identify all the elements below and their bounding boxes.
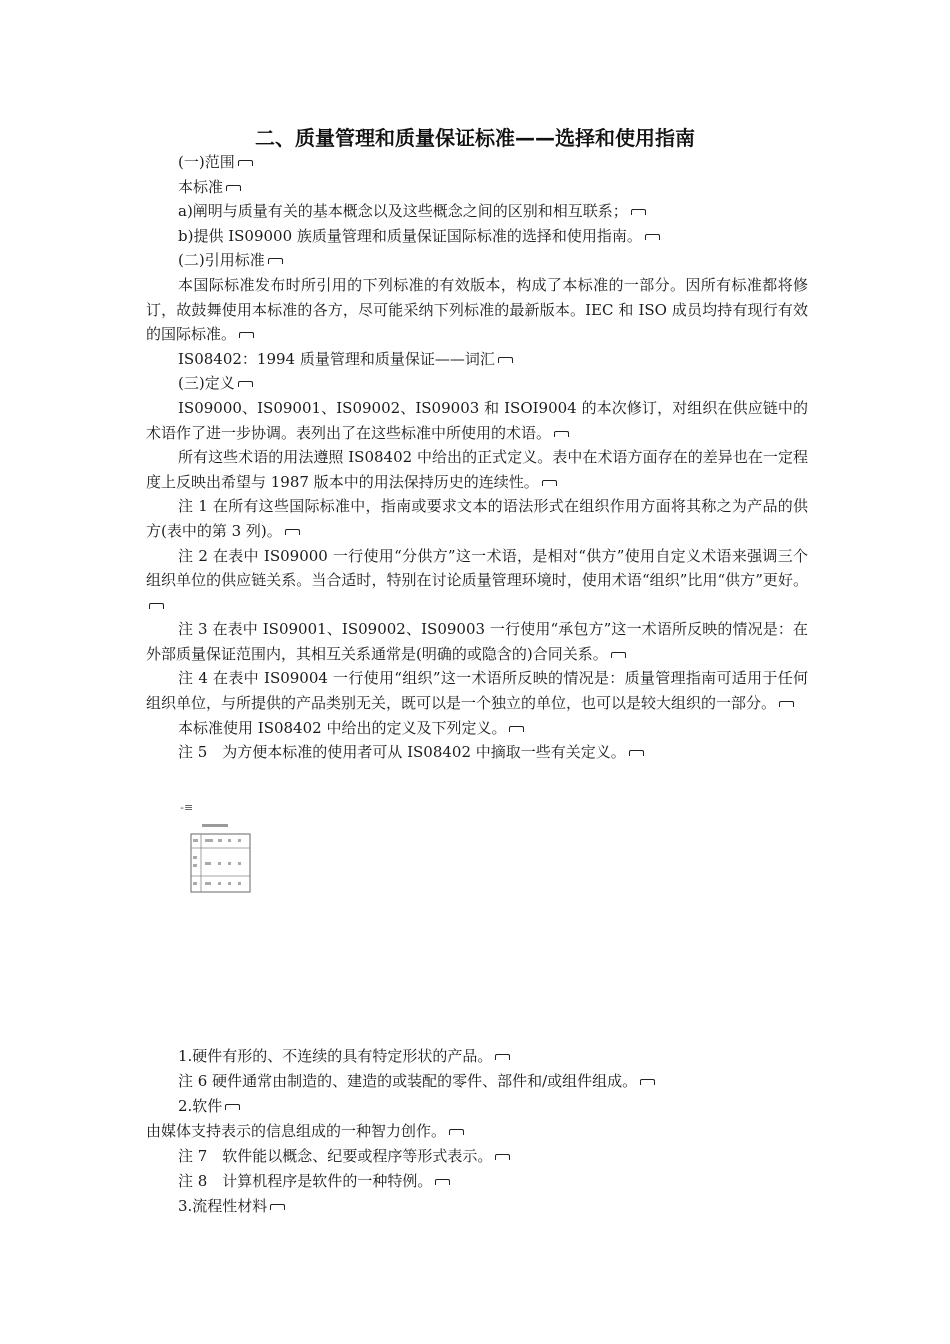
note: 注 2 在表中 IS09000 一行使用“分供方”这一术语，是相对“供方”使用自定义术语来强调三个组织单位的供应链关系。当合适时，特别在讨论质量管理环境时，使用术语“组织”比用“供方”更好。 xyxy=(146,544,808,618)
paragraph-mark-icon xyxy=(226,185,241,191)
paragraph: 本标准 xyxy=(146,175,808,200)
definition-item: 2.软件 xyxy=(146,1094,808,1119)
paragraph-mark-icon xyxy=(779,701,794,707)
paragraph-mark-icon xyxy=(640,1079,655,1085)
list-item: b)提供 IS09000 族质量管理和质量保证国际标准的选择和使用指南。 xyxy=(146,224,808,249)
figure-label: -≡ xyxy=(180,801,194,814)
paragraph-mark-icon xyxy=(268,258,283,264)
definitions-text xyxy=(146,1044,808,1219)
paragraph-mark-icon xyxy=(509,726,524,732)
terminology-table-image xyxy=(188,820,252,896)
definition-item: 3.流程性材料 xyxy=(146,1194,808,1219)
paragraph-mark-icon xyxy=(631,209,646,215)
note: 注 5 为方便本标准的使用者可从 IS08402 中摘取一些有关定义。 xyxy=(146,740,808,765)
paragraph-mark-icon xyxy=(435,1179,450,1185)
paragraph-mark-icon xyxy=(629,750,644,756)
paragraph-mark-icon xyxy=(238,381,253,387)
note: 注 1 在所有这些国际标准中，指南或要求文本的语法形式在组织作用方面将其称之为产品的供方(表中的第 3 列)。 xyxy=(146,497,808,540)
page-title: 二、质量管理和质量保证标准——选择和使用指南 xyxy=(255,126,695,150)
paragraph: 所有这些术语的用法遵照 IS08402 中给出的正式定义。表中在术语方面存在的差异也在一定程度上反映出希望与 1987 版本中的用法保持历史的连续性。 xyxy=(146,448,808,491)
paragraph-mark-icon xyxy=(645,234,660,240)
list-item: a)阐明与质量有关的基本概念以及这些概念之间的区别和相互联系； xyxy=(146,199,808,224)
paragraph: 本标准使用 IS08402 中给出的定义及下列定义。 xyxy=(146,716,808,741)
note: 注 6 硬件通常由制造的、建造的或装配的零件、部件和/或组件组成。 xyxy=(146,1069,808,1094)
paragraph-mark-icon xyxy=(554,431,569,437)
note: 注 4 在表中 IS09004 一行使用“组织”这一术语所反映的情况是：质量管理指南可适用于任何组织单位，与所提供的产品类别无关，既可以是一个独立的单位，也可以是较大组织的一部分。 xyxy=(146,669,808,713)
note: 注 8 计算机程序是软件的一种特例。 xyxy=(146,1169,808,1194)
paragraph-mark-icon xyxy=(495,1054,510,1060)
paragraph: 由媒体支持表示的信息组成的一种智力创作。 xyxy=(146,1119,808,1144)
definition-item: 1.硬件有形的、不连续的具有特定形状的产品。 xyxy=(146,1044,808,1069)
paragraph-mark-icon xyxy=(285,529,300,535)
note: 注 7 软件能以概念、纪要或程序等形式表示。 xyxy=(146,1144,808,1169)
paragraph: IS09000、IS09001、IS09002、IS09003 和 ISOI9004 的本次修订，对组织在供应链中的术语作了进一步协调。表列出了在这些标准中所使用的术语。 xyxy=(146,398,808,442)
paragraph-mark-icon xyxy=(239,332,254,338)
section-heading-scope: (一)范围 xyxy=(146,150,808,175)
paragraph-mark-icon xyxy=(238,160,253,166)
section-heading-definitions: (三)定义 xyxy=(146,371,808,396)
paragraph-mark-icon xyxy=(498,357,513,363)
section-heading-references: (二)引用标准 xyxy=(146,248,808,273)
main-text xyxy=(146,150,808,765)
paragraph-mark-icon xyxy=(611,652,626,658)
paragraph-mark-icon xyxy=(542,480,557,486)
paragraph-mark-icon xyxy=(449,1129,464,1135)
paragraph-mark-icon xyxy=(225,1104,240,1110)
paragraph-mark-icon xyxy=(495,1154,510,1160)
paragraph-mark-icon xyxy=(149,603,164,609)
note: 注 3 在表中 IS09001、IS09002、IS09003 一行使用“承包方”这一术语所反映的情况是：在外部质量保证范围内，其相互关系通常是(明确的或隐含的)合同关系。 xyxy=(146,620,808,663)
paragraph: IS08402：1994 质量管理和质量保证——词汇 xyxy=(146,347,808,372)
paragraph-mark-icon xyxy=(270,1204,285,1210)
paragraph: 本国际标准发布时所引用的下列标准的有效版本，构成了本标准的一部分。因所有标准都将修订，故鼓舞使用本标准的各方，尽可能采纳下列标准的最新版本。IEC 和 ISO 成员均持有现行有效的国际标准。 xyxy=(146,275,808,344)
